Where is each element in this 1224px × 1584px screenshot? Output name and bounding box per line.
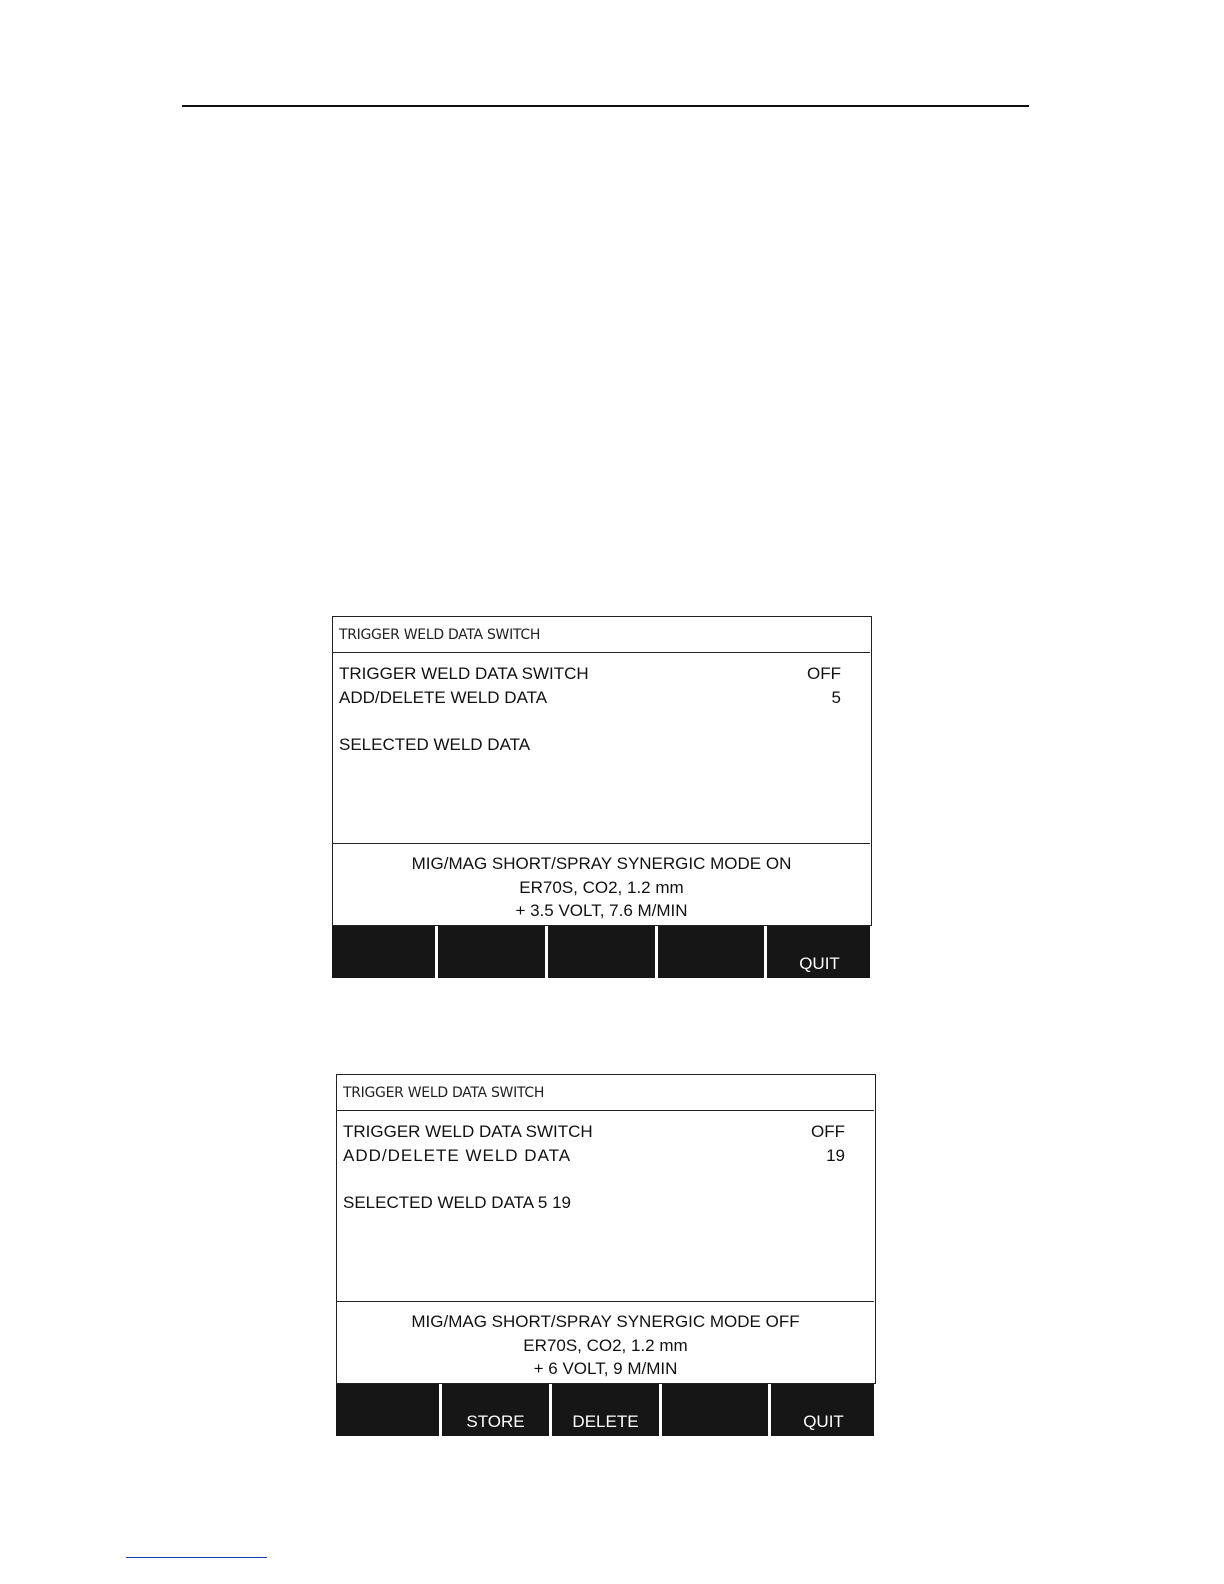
screen-title: TRIGGER WELD DATA SWITCH [343,1085,545,1101]
softkey-divider [766,1384,773,1436]
add-delete-label[interactable]: ADD/DELETE WELD DATA [343,1146,572,1165]
trigger-switch-label[interactable]: TRIGGER WELD DATA SWITCH [343,1122,593,1141]
softkey-bar [332,926,872,978]
title-bar [337,1075,874,1111]
softkey-divider [657,1384,664,1436]
wire-gas-status: ER70S, CO2, 1.2 mm [519,878,684,897]
trigger-switch-value: OFF [807,664,841,683]
status-area [333,843,870,927]
softkey-3[interactable] [550,926,653,978]
add-delete-value: 19 [826,1146,845,1165]
header-rule [182,105,1029,107]
title-bar [333,617,870,653]
delete-button[interactable] [554,1384,657,1436]
add-delete-value: 5 [831,688,841,707]
softkey-divider [547,1384,554,1436]
softkey-1[interactable] [332,926,433,978]
softkey-2[interactable] [440,926,543,978]
mode-status: MIG/MAG SHORT/SPRAY SYNERGIC MODE ON [411,854,792,873]
quit-button-label: QUIT [799,954,840,973]
store-button-label: STORE [466,1412,525,1431]
screen-title: TRIGGER WELD DATA SWITCH [339,627,541,643]
display-frame [336,1074,876,1384]
store-button[interactable] [444,1384,547,1436]
trigger-switch-label[interactable]: TRIGGER WELD DATA SWITCH [339,664,589,683]
softkey-divider [762,926,769,978]
softkey-4[interactable] [660,926,762,978]
softkey-divider [433,926,440,978]
weld-panel-screen-2 [336,1074,876,1436]
voltage-speed-status: + 3.5 VOLT, 7.6 M/MIN [515,901,688,920]
weld-panel-screen-1 [332,616,872,978]
quit-button-label: QUIT [803,1412,844,1431]
softkey-4[interactable] [664,1384,766,1436]
softkey-bar [336,1384,876,1436]
footer-link-underline [126,1557,267,1558]
selected-weld-data-label: SELECTED WELD DATA [339,735,531,754]
voltage-speed-status: + 6 VOLT, 9 M/MIN [533,1359,678,1378]
softkey-divider [653,926,660,978]
wire-gas-status: ER70S, CO2, 1.2 mm [523,1336,688,1355]
selected-weld-data-label: SELECTED WELD DATA 5 19 [343,1193,571,1212]
quit-button[interactable] [773,1384,874,1436]
status-area [337,1301,874,1385]
delete-button-label: DELETE [572,1412,639,1431]
softkey-divider [543,926,550,978]
quit-button[interactable] [769,926,870,978]
trigger-switch-value: OFF [811,1122,845,1141]
mode-status: MIG/MAG SHORT/SPRAY SYNERGIC MODE OFF [411,1312,800,1331]
display-frame [332,616,872,926]
softkey-1[interactable] [336,1384,437,1436]
softkey-divider [437,1384,444,1436]
add-delete-label[interactable]: ADD/DELETE WELD DATA [339,688,548,707]
